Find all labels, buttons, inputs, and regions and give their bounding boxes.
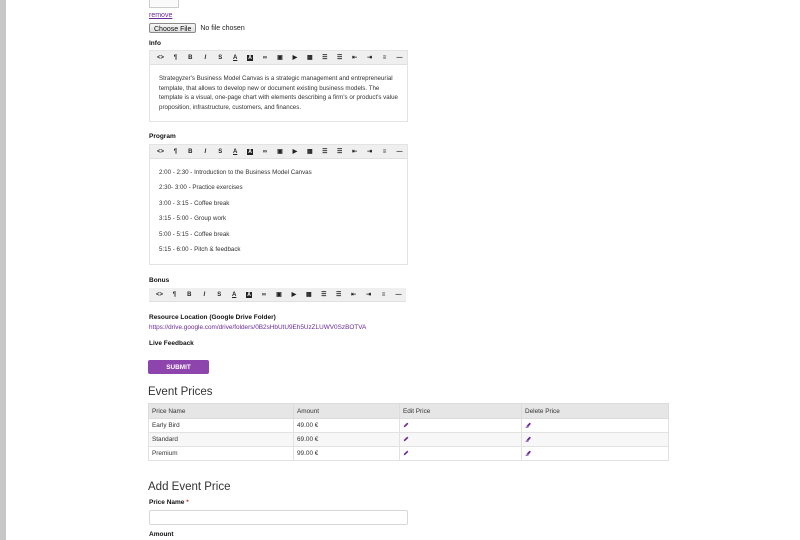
table-icon[interactable]: ▦	[307, 149, 313, 155]
code-view-icon[interactable]: <>	[156, 148, 164, 155]
info-label: Info	[149, 40, 161, 47]
paragraph-icon[interactable]: ¶	[172, 291, 177, 298]
table-icon[interactable]: ▦	[306, 292, 312, 298]
delete-eraser-icon[interactable]	[525, 450, 531, 456]
table-icon[interactable]: ▦	[307, 55, 313, 61]
delete-eraser-icon[interactable]	[525, 422, 531, 428]
delete-eraser-icon[interactable]	[525, 436, 531, 442]
info-editor	[149, 50, 408, 122]
outdent-icon[interactable]: ⇤	[351, 292, 357, 298]
price-name-input[interactable]	[149, 510, 408, 525]
choose-file-button[interactable]: Choose File	[149, 23, 196, 33]
indent-icon[interactable]: ⇥	[366, 292, 372, 298]
ordered-list-icon[interactable]: ☰	[337, 55, 343, 61]
background-color-icon[interactable]: A	[248, 54, 252, 61]
program-label: Program	[149, 133, 176, 140]
text-color-icon[interactable]: A	[232, 54, 238, 61]
edit-cell	[400, 447, 522, 461]
info-toolbar	[150, 51, 407, 65]
table-row	[149, 433, 669, 447]
outdent-icon[interactable]: ⇤	[352, 55, 358, 61]
header-edit-price: Edit Price	[400, 404, 522, 419]
remove-image-link[interactable]: remove	[149, 12, 173, 19]
amount-cell: 99.00 €	[294, 447, 400, 461]
ordered-list-icon[interactable]: ☰	[337, 149, 343, 155]
video-icon[interactable]: ▶	[291, 292, 297, 298]
image-icon[interactable]: ▣	[277, 55, 283, 61]
price-name-cell: Early Bird	[149, 419, 294, 433]
amount-cell: 69.00 €	[294, 433, 400, 447]
unordered-list-icon[interactable]: ☰	[321, 292, 327, 298]
image-icon[interactable]: ▣	[276, 292, 282, 298]
unordered-list-icon[interactable]: ☰	[322, 55, 328, 61]
no-file-text: No file chosen	[200, 24, 245, 32]
program-line: 2:30- 3:00 - Practice exercises	[159, 184, 243, 192]
link-icon[interactable]: ∞	[262, 148, 268, 155]
edit-cell	[400, 433, 522, 447]
edit-pencil-icon[interactable]	[403, 450, 409, 456]
delete-cell	[522, 447, 669, 461]
bold-icon[interactable]: B	[188, 148, 193, 155]
strikethrough-icon[interactable]: S	[218, 148, 223, 155]
italic-icon[interactable]: I	[204, 148, 207, 155]
price-name-label-text: Price Name	[149, 499, 185, 506]
indent-icon[interactable]: ⇥	[367, 149, 373, 155]
price-name-cell: Standard	[149, 433, 294, 447]
window-left-edge	[0, 0, 6, 540]
align-icon[interactable]: ≡	[381, 291, 386, 298]
text-color-icon[interactable]: A	[231, 291, 237, 298]
text-color-icon[interactable]: A	[232, 148, 238, 155]
edit-cell	[400, 419, 522, 433]
video-icon[interactable]: ▶	[292, 149, 298, 155]
program-editor	[149, 144, 408, 265]
submit-button[interactable]: SUBMIT	[148, 360, 209, 374]
file-upload-row	[149, 23, 245, 33]
add-event-price-title: Add Event Price	[148, 481, 231, 493]
program-line: 3:00 - 3:15 - Coffee break	[159, 199, 230, 207]
event-prices-title: Event Prices	[148, 386, 213, 398]
program-line: 5:00 - 5:15 - Coffee break	[159, 230, 230, 238]
indent-icon[interactable]: ⇥	[367, 55, 373, 61]
header-delete-price: Delete Price	[522, 404, 669, 419]
link-icon[interactable]: ∞	[262, 54, 268, 61]
edit-pencil-icon[interactable]	[403, 422, 409, 428]
program-line: 2:00 - 2:30 - Introduction to the Business Model Canvas	[159, 169, 312, 176]
price-name-cell: Premium	[149, 447, 294, 461]
horizontal-rule-icon[interactable]: —	[396, 54, 403, 61]
horizontal-rule-icon[interactable]: —	[396, 148, 403, 155]
required-asterisk: *	[186, 499, 189, 506]
amount-cell: 49.00 €	[294, 419, 400, 433]
paragraph-icon[interactable]: ¶	[173, 148, 178, 155]
image-thumbnail	[149, 0, 179, 8]
image-icon[interactable]: ▣	[277, 149, 283, 155]
video-icon[interactable]: ▶	[292, 55, 298, 61]
code-view-icon[interactable]: <>	[156, 54, 164, 61]
bold-icon[interactable]: B	[187, 291, 192, 298]
table-row	[149, 419, 669, 433]
delete-cell	[522, 433, 669, 447]
program-editor-content[interactable]	[150, 159, 407, 267]
edit-pencil-icon[interactable]	[403, 436, 409, 442]
price-name-label	[149, 499, 189, 506]
bonus-label: Bonus	[149, 277, 170, 284]
link-icon[interactable]: ∞	[261, 291, 267, 298]
header-price-name: Price Name	[149, 404, 294, 419]
resource-url-link[interactable]: https://drive.google.com/drive/folders/0B2sHbUtU9Eh5UzZLUWV0SzBOTVA	[149, 324, 367, 331]
table-row	[149, 447, 669, 461]
outdent-icon[interactable]: ⇤	[352, 149, 358, 155]
align-icon[interactable]: ≡	[382, 148, 387, 155]
resource-label: Resource Location (Google Drive Folder)	[149, 314, 276, 321]
delete-cell	[522, 419, 669, 433]
unordered-list-icon[interactable]: ☰	[322, 149, 328, 155]
bonus-editor	[149, 288, 406, 301]
event-prices-table	[148, 403, 669, 461]
ordered-list-icon[interactable]: ☰	[336, 292, 342, 298]
live-feedback-label: Live Feedback	[149, 340, 194, 347]
program-toolbar	[150, 145, 407, 159]
program-line: 3:15 - 5:00 - Group work	[159, 215, 227, 223]
info-editor-content[interactable]: Strategyzer's Business Model Canvas is a strategic management and entrepreneurial template, that allows to develop new or document existing business models. The template is a visual, one-page chart with elements describing a firm's or product's value proposition, infrastructure, customers, and finances.	[159, 75, 398, 111]
code-view-icon[interactable]: <>	[155, 291, 163, 298]
background-color-icon[interactable]: A	[247, 291, 251, 298]
table-header-row	[149, 404, 669, 419]
background-color-icon[interactable]: A	[248, 148, 252, 155]
align-icon[interactable]: ≡	[382, 54, 387, 61]
italic-icon[interactable]: I	[204, 54, 207, 61]
italic-icon[interactable]: I	[203, 291, 206, 298]
horizontal-rule-icon[interactable]: —	[395, 291, 402, 298]
strikethrough-icon[interactable]: S	[218, 54, 223, 61]
program-line: 5:15 - 6:00 - Pitch & feedback	[159, 245, 241, 253]
bold-icon[interactable]: B	[188, 54, 193, 61]
amount-label: Amount	[149, 531, 174, 538]
strikethrough-icon[interactable]: S	[217, 291, 222, 298]
bonus-toolbar	[149, 288, 406, 302]
header-amount: Amount	[294, 404, 400, 419]
paragraph-icon[interactable]: ¶	[173, 54, 178, 61]
